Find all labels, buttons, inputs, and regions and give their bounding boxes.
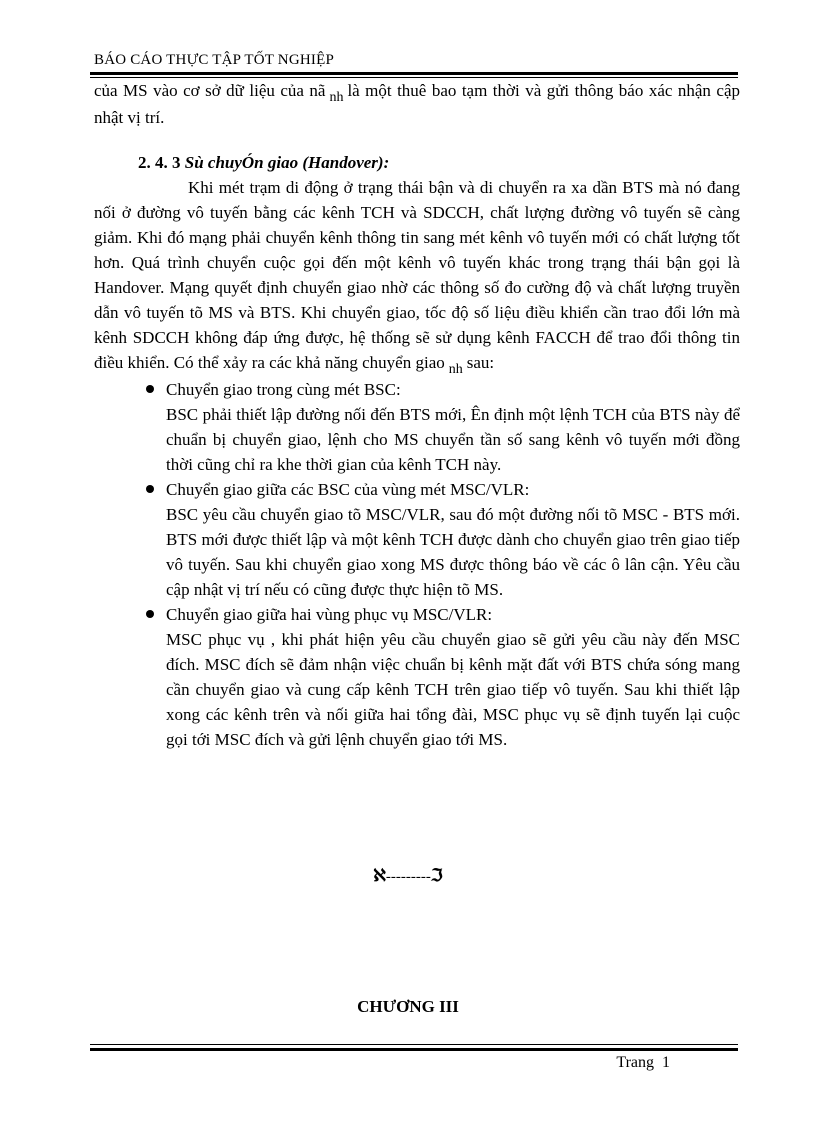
section-title: Sù chuyÓn giao (Handover):	[184, 153, 390, 172]
list-item	[94, 602, 740, 752]
list-item	[94, 477, 740, 602]
footer-rule-thin	[90, 1044, 738, 1045]
section-divider	[0, 866, 816, 886]
section-paragraph-end: sau:	[466, 353, 495, 372]
list-item	[94, 377, 740, 477]
section-paragraph	[94, 175, 740, 377]
footer-rule-thick	[90, 1048, 738, 1051]
divider-dashes: ---------	[385, 869, 431, 885]
intro-subscript: nh	[329, 90, 344, 105]
list-item-title: Chuyển giao giữa các BSC của vùng mét MSC/VLR:	[166, 480, 530, 499]
bullet-icon	[146, 385, 154, 393]
list-item-body: BSC phải thiết lập đường nối đến BTS mới, Ên định một lệnh TCH của BTS này để chuẩn bị chuyển giao, lệnh cho MS chuyển tần số sang kênh vô tuyến mới đồng thời cũng chỉ ra khe thời gian của kênh TCH này.	[166, 405, 740, 474]
intro-text-after: là một thuê bao tạm thời và gửi thông báo xác nhận cập nhật vị trí.	[94, 81, 740, 127]
bullet-icon	[146, 485, 154, 493]
section-paragraph-subscript: nh	[448, 362, 463, 377]
ornament-left-icon: ℵ	[373, 866, 386, 885]
report-header-title: BÁO CÁO THỰC TẬP TỐT NGHIỆP	[94, 52, 334, 68]
handover-types-list	[94, 377, 740, 752]
list-item-body: MSC phục vụ , khi phát hiện yêu cầu chuyển giao sẽ gửi yêu cầu này đến MSC đích. MSC đích sẽ đảm nhận việc chuẩn bị kênh mặt đất với BTS chứa sóng mang cần chuyển giao và cung cấp kênh TCH trên giao tiếp vô tuyến. Sau khi thiết lập xong các kênh trên và nối giữa hai tổng đài, MSC phục vụ sẽ định tuyến lại cuộc gọi tới MSC đích và gửi lệnh chuyển giao tới MS.	[166, 630, 740, 749]
page-number	[616, 1054, 670, 1072]
section-heading	[94, 150, 740, 175]
page-number-value: 1	[662, 1054, 670, 1071]
document-body	[94, 78, 740, 752]
header-rule-thick	[90, 72, 738, 75]
list-item-title: Chuyển giao giữa hai vùng phục vụ MSC/VLR:	[166, 605, 493, 624]
chapter-title: CHƯƠNG III	[357, 997, 459, 1016]
bullet-icon	[146, 610, 154, 618]
page-label: Trang	[616, 1054, 654, 1071]
section-number: 2. 4. 3	[138, 153, 181, 172]
list-item-body: BSC yêu cầu chuyển giao tõ MSC/VLR, sau đó một đường nối tõ MSC - BTS mới. BTS mới được thiết lập và một kênh TCH được dành cho chuyển giao trên giao tiếp vô tuyến. Sau khi chuyển giao xong MS được thông báo về các ô lân cận. Yêu cầu cập nhật vị trí nếu có cũng được thực hiện tõ MS.	[166, 505, 740, 599]
intro-paragraph	[94, 78, 740, 130]
list-item-title: Chuyển giao trong cùng mét BSC:	[166, 380, 401, 399]
intro-text-before: của MS vào cơ sở dữ liệu của nã	[94, 81, 326, 100]
ornament-right-icon: ℑ	[430, 866, 443, 885]
section-paragraph-text: Khi mét trạm di động ở trạng thái bận và di chuyển ra xa dần BTS mà nó đang nối ở đường vô tuyến bằng các kênh TCH và SDCCH, chất lượng đường vô tuyến sẽ càng giảm. Khi đó mạng phải chuyển kênh thông tin sang mét kênh vô tuyến mới có chất lượng tốt hơn. Quá trình chuyển cuộc gọi đến một kênh vô tuyến khác trong trạng thái bận gọi là Handover. Mạng quyết định chuyển giao nhờ các thông số đo cường độ và chất lượng truyền dẫn vô tuyến tõ MS và BTS. Khi chuyển giao, tốc độ số liệu điều khiển cần trao đổi lớn mà kênh SDCCH không đáp ứng được, hệ thống sẽ sử dụng kênh FACCH để trao đổi thông tin điều khiển. Có thể xảy ra các khả năng chuyển giao	[94, 178, 740, 372]
